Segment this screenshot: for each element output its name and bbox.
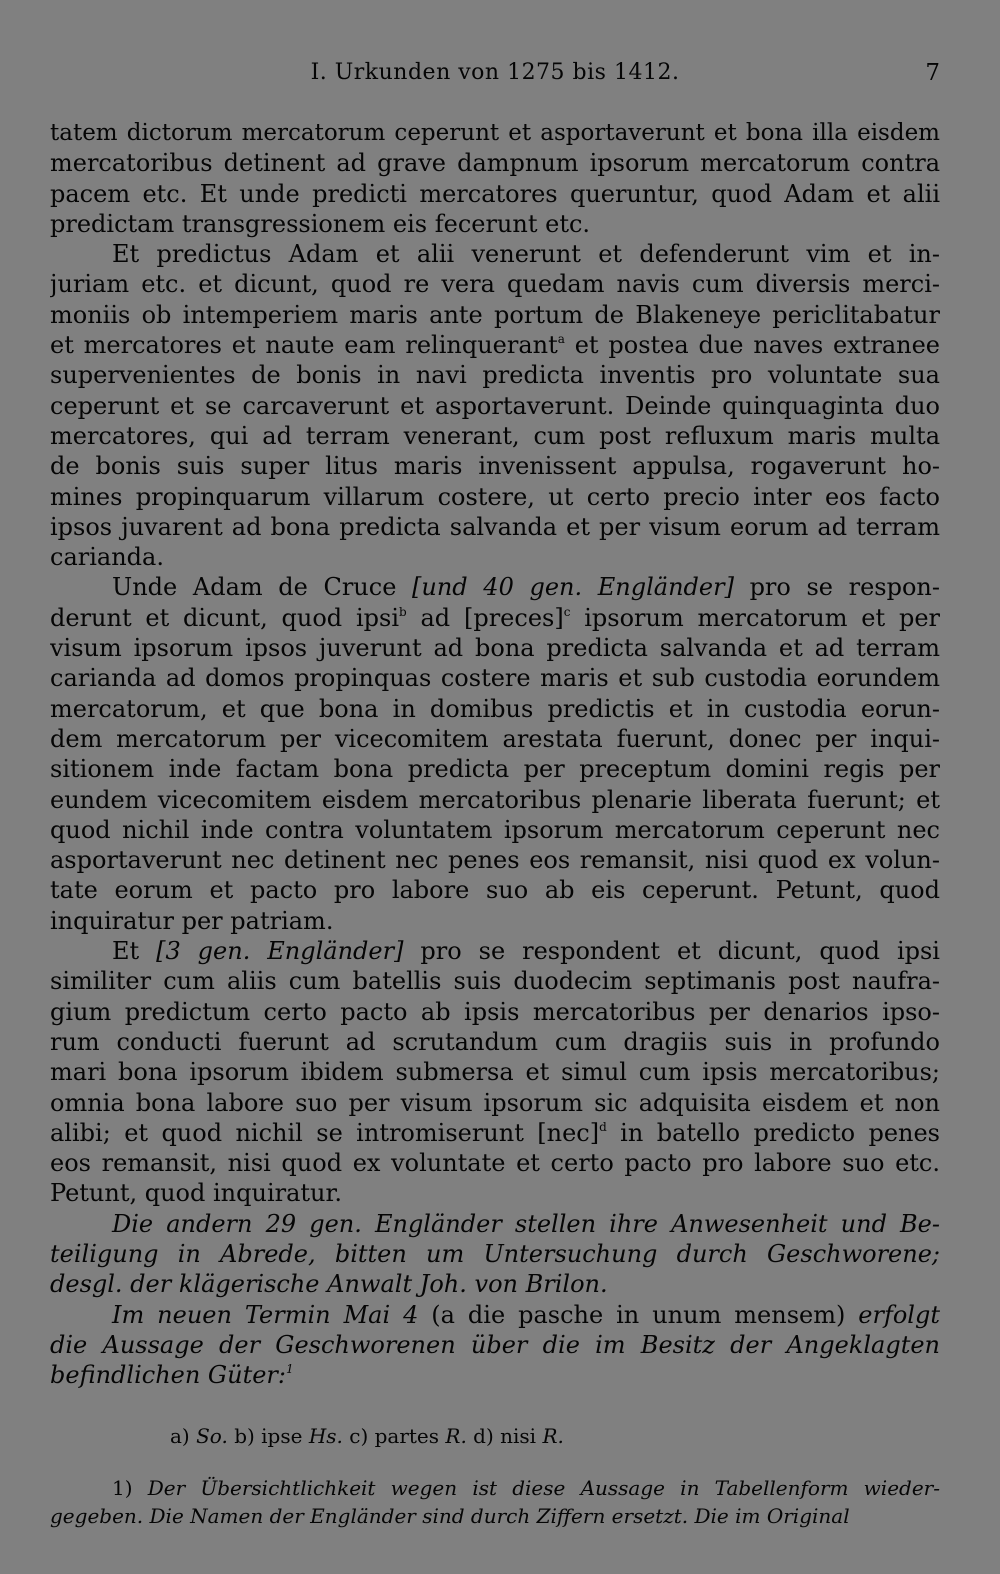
text-segment: Et: [112, 937, 157, 966]
text-line: rum conducti fuerunt ad scrutandum cum dragiis suis in profundo: [50, 1027, 940, 1056]
note-text: Hs.: [308, 1424, 343, 1448]
text-line: predictam transgressionem eis fecerunt etc.: [50, 209, 591, 238]
text-line: asportaverunt nec detinent nec penes eos remansit, nisi quod ex volun-: [50, 846, 940, 875]
apparatus-mark: d: [599, 1119, 607, 1134]
page-header: [50, 60, 940, 92]
text-line: [50, 603, 940, 633]
text-line: similiter cum aliis cum batellis suis duodecim septimanis post naufra-: [50, 967, 940, 996]
note-label: b) ipse: [227, 1424, 309, 1448]
running-head: I. Urkunden von 1275 bis 1412.: [310, 60, 680, 85]
footnote-text: Der Übersichtlichkeit wegen ist diese Aussage in Tabellenform wieder-: [132, 1476, 940, 1500]
apparatus-mark: a: [557, 332, 565, 347]
text-segment: ad [preces]: [406, 603, 564, 632]
text-line: Die andern 29 gen. Engländer stellen ihre Anwesenheit und Be-: [112, 1209, 940, 1238]
text-line: mines propinquarum villarum costere, ut certo precio inter eos facto: [50, 482, 940, 511]
editorial-insertion: [3 gen. Engländer]: [156, 937, 404, 966]
text-segment: derunt et dicunt, quod ipsi: [50, 603, 399, 632]
text-segment: ipsorum mercatorum et per: [570, 603, 940, 632]
text-line: mercatoribus detinent ad grave dampnum ipsorum mercatorum contra: [50, 149, 940, 178]
text-line: ipsos juvarent ad bona predicta salvanda et per visum eorum ad terram: [50, 512, 940, 541]
text-line: eos remansit, nisi quod ex voluntate et certo pacto pro labore suo etc.: [50, 1149, 940, 1178]
text-line: pacem etc. Et unde predicti mercatores queruntur, quod Adam et alii: [50, 179, 940, 208]
text-segment: et mercatores et naute eam relinquerant: [50, 331, 558, 360]
note-text: R.: [445, 1424, 467, 1448]
text-line: [50, 1360, 940, 1390]
footnote-reference: 1: [285, 1362, 294, 1377]
text-segment: in batello predicto penes: [606, 1118, 940, 1147]
text-segment: Im neuen Termin Mai 4: [112, 1300, 419, 1329]
text-line: Et predictus Adam et alii venerunt et defenderunt vim et in-: [112, 240, 940, 269]
text-line: supervenientes de bonis in navi predicta inventis pro voluntate sua: [50, 361, 940, 390]
text-segment: pro se respondent et dicunt, quod ipsi: [403, 937, 940, 966]
text-line: tatem dictorum mercatorum ceperunt et asportaverunt et bona illa eisdem: [50, 120, 940, 146]
text-line: Petunt, quod inquiratur.: [50, 1179, 342, 1208]
text-line: die Aussage der Geschworenen über die im Besitz der Angeklagten: [50, 1330, 940, 1359]
text-line: [50, 1118, 940, 1148]
footnote-line: [50, 1474, 940, 1502]
text-line: dem mercatorum per vicecomitem arestata fuerunt, donec per inqui-: [50, 724, 940, 753]
page-number: 7: [925, 60, 940, 86]
text-line: de bonis suis super litus maris invenissent appulsa, rogaverunt ho-: [50, 452, 940, 481]
note-label: c) partes: [342, 1424, 446, 1448]
text-line: omnia bona labore suo per visum ipsorum sic adquisita eisdem et non: [50, 1088, 940, 1117]
text-line: [50, 936, 940, 966]
text-line: desgl. der klägerische Anwalt Joh. von Brilon.: [50, 1270, 608, 1299]
text-segment: pro se respon-: [733, 573, 940, 602]
text-line: juriam etc. et dicunt, quod re vera quedam navis cum diversis merci-: [50, 270, 940, 299]
text-line: teiligung in Abrede, bitten um Untersuchung durch Geschworene;: [50, 1239, 940, 1268]
main-text: [50, 118, 940, 1390]
text-line: gium predictum certo pacto ab ipsis mercatoribus per denarios ipso-: [50, 997, 940, 1026]
text-line: eundem vicecomitem eisdem mercatoribus plenarie liberata fuerunt; et: [50, 785, 940, 814]
text-line: ceperunt et se carcaverunt et asportaverunt. Deinde quinquaginta duo: [50, 391, 940, 420]
editorial-insertion: [und 40 gen. Engländer]: [412, 573, 734, 602]
text-line: [50, 572, 940, 602]
text-line: [50, 1300, 940, 1330]
note-label: d) nisi: [466, 1424, 543, 1448]
text-line: inquiratur per patriam.: [50, 906, 334, 935]
text-segment: alibi; et quod nichil se intromiserunt [nec]: [50, 1118, 600, 1147]
note-label: a): [170, 1424, 197, 1448]
note-text: So.: [196, 1424, 228, 1448]
text-segment: befindlichen Güter:: [50, 1361, 286, 1390]
text-line: tate eorum et pacto pro labore suo ab eis ceperunt. Petunt, quod: [50, 876, 940, 905]
text-segment: Unde Adam de Cruce: [112, 573, 413, 602]
text-segment: et postea due naves extranee: [564, 331, 940, 360]
critical-apparatus: [170, 1424, 870, 1448]
text-line: quod nichil inde contra voluntatem ipsorum mercatorum ceperunt nec: [50, 815, 940, 844]
text-segment: erfolgt: [858, 1300, 940, 1329]
footnote: [50, 1474, 940, 1530]
footnote-line: gegeben. Die Namen der Engländer sind durch Ziffern ersetzt. Die im Original: [50, 1504, 850, 1528]
text-segment: (a die pasche in unum mensem): [418, 1300, 859, 1329]
text-line: carianda.: [50, 543, 164, 572]
text-line: mari bona ipsorum ibidem submersa et simul cum ipsis mercatoribus;: [50, 1058, 940, 1087]
text-line: sitionem inde factam bona predicta per preceptum domini regis per: [50, 755, 940, 784]
text-line: mercatores, qui ad terram venerant, cum post refluxum maris multa: [50, 421, 940, 450]
footnote-mark: 1): [112, 1476, 133, 1500]
text-line: [50, 330, 940, 360]
text-line: moniis ob intemperiem maris ante portum de Blakeneye periclitabatur: [50, 300, 940, 329]
apparatus-mark: b: [399, 604, 407, 619]
apparatus-mark: c: [563, 604, 571, 619]
note-text: R.: [542, 1424, 564, 1448]
text-line: visum ipsorum ipsos juverunt ad bona predicta salvanda et ad terram: [50, 634, 940, 663]
text-line: mercatorum, et que bona in domibus predictis et in custodia eorun-: [50, 694, 940, 723]
text-line: carianda ad domos propinquas costere maris et sub custodia eorundem: [50, 664, 940, 693]
